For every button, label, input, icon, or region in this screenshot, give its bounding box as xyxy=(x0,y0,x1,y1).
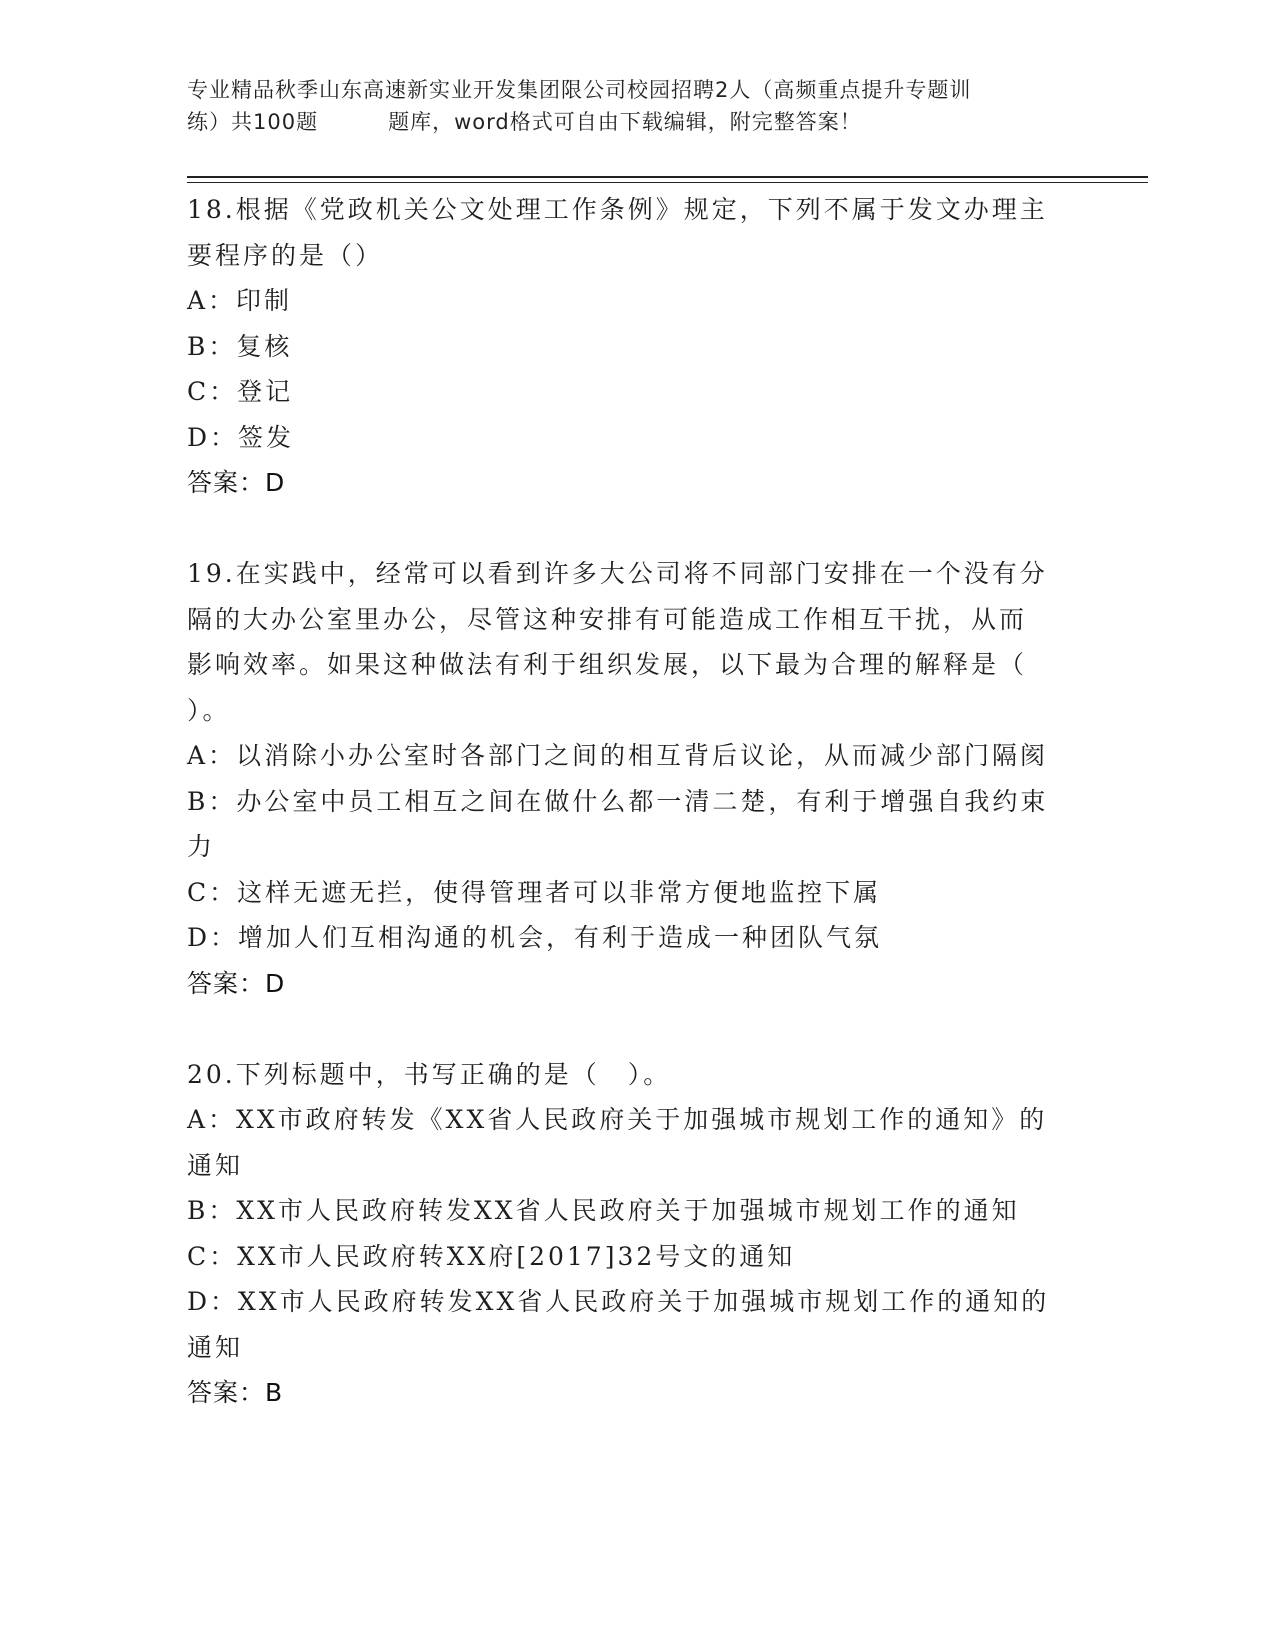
question-19 xyxy=(187,551,1087,1006)
answer-line: 答案：D xyxy=(187,468,286,497)
option-c: C：XX市人民政府转XX府[2017]32号文的通知 xyxy=(187,1241,796,1271)
option-c: C：登记 xyxy=(187,377,294,406)
option-a: A：印制 xyxy=(187,286,293,315)
option-d: D：签发 xyxy=(187,422,295,452)
question-stem-line: ）。 xyxy=(187,695,231,725)
document-header xyxy=(187,74,1087,138)
option-b-continued: 力 xyxy=(187,832,216,861)
question-spacer xyxy=(187,1006,1087,1052)
header-line-2 xyxy=(187,106,1087,138)
answer-line: 答案：B xyxy=(187,1378,284,1407)
option-b: B：办公室中员工相互之间在做什么都一清二楚，有利于增强自我约束 xyxy=(187,786,1049,816)
header-rule-thick xyxy=(187,176,1148,178)
question-stem-line: 要程序的是（） xyxy=(187,240,384,270)
question-stem-line: 影响效率。如果这种做法有利于组织发展，以下最为合理的解释是（ xyxy=(187,650,1028,679)
answer-line: 答案：D xyxy=(187,968,286,998)
header-rule-thin xyxy=(187,182,1148,183)
option-a: A：XX市政府转发《XX省人民政府关于加强城市规划工作的通知》的 xyxy=(187,1105,1048,1134)
header-line-1: 专业精品秋季山东高速新实业开发集团限公司校园招聘2人（高频重点提升专题训 xyxy=(187,78,972,102)
option-b: B：复核 xyxy=(187,331,293,361)
question-20 xyxy=(187,1052,1087,1416)
option-b: B：XX市人民政府转发XX省人民政府关于加强城市规划工作的通知 xyxy=(187,1196,1020,1225)
question-stem-line: 18.根据《党政机关公文处理工作条例》规定，下列不属于发文办理主 xyxy=(187,195,1048,224)
question-list xyxy=(187,187,1087,1416)
option-d: D：增加人们互相沟通的机会，有利于造成一种团队气氛 xyxy=(187,923,883,952)
option-c: C：这样无遮无拦，使得管理者可以非常方便地监控下属 xyxy=(187,877,882,907)
header-line-2-left: 练）共100题 xyxy=(187,110,319,134)
option-d-continued: 通知 xyxy=(187,1332,244,1362)
question-spacer xyxy=(187,506,1087,552)
header-line-2-right: 题库，word格式可自由下载编辑，附完整答案！ xyxy=(388,110,862,134)
option-a: A：以消除小办公室时各部门之间的相互背后议论，从而减少部门隔阂 xyxy=(187,741,1049,770)
question-stem-line: 20.下列标题中，书写正确的是（ ）。 xyxy=(187,1059,672,1089)
option-d: D：XX市人民政府转发XX省人民政府关于加强城市规划工作的通知的 xyxy=(187,1287,1050,1316)
question-stem-line: 19.在实践中，经常可以看到许多大公司将不同部门安排在一个没有分 xyxy=(187,559,1048,588)
option-a-continued: 通知 xyxy=(187,1150,244,1180)
question-18 xyxy=(187,187,1087,506)
question-stem-line: 隔的大办公室里办公，尽管这种安排有可能造成工作相互干扰，从而 xyxy=(187,604,1028,634)
